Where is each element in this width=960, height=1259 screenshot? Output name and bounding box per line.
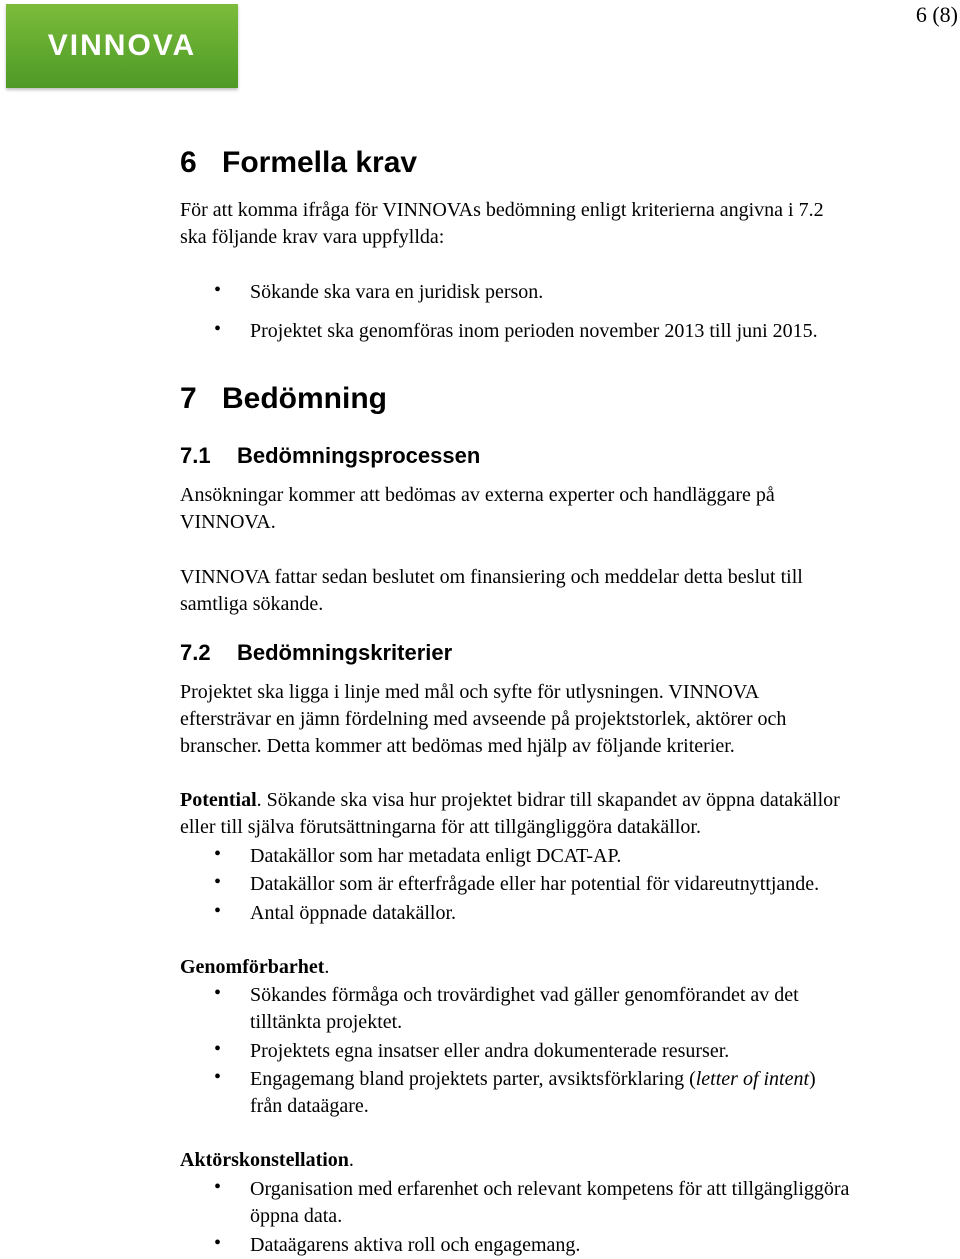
list-item-text: Engagemang bland projektets parter, avsiktsförklaring ( bbox=[250, 1068, 696, 1090]
criterion-label-dot: . bbox=[324, 956, 330, 978]
list-item-continuation: från dataägare. bbox=[250, 1095, 369, 1117]
subsection-7-1-heading bbox=[180, 443, 480, 469]
bullet-icon: • bbox=[214, 1176, 222, 1198]
subsection-7-2-heading bbox=[180, 640, 452, 666]
list-item: Antal öppnade datakällor. bbox=[250, 902, 457, 924]
bullet-icon: • bbox=[214, 1066, 222, 1088]
paragraph-line: eftersträvar en jämn fördelning med avseende på projektstorlek, aktörer och bbox=[180, 708, 787, 730]
paragraph-line: Projektet ska ligga i linje med mål och syfte för utlysningen. VINNOVA bbox=[180, 681, 760, 703]
section-title: Formella krav bbox=[222, 146, 418, 179]
list-item-continuation: öppna data. bbox=[250, 1205, 343, 1227]
list-item: Sökande ska vara en juridisk person. bbox=[250, 281, 544, 303]
bullet-icon: • bbox=[214, 900, 222, 922]
subsection-number: 7.1 bbox=[180, 443, 211, 468]
list-item-continuation: tilltänkta projektet. bbox=[250, 1011, 403, 1033]
list-item-text-end: ) bbox=[809, 1068, 816, 1090]
section-7-heading bbox=[180, 382, 387, 416]
bullet-icon: • bbox=[214, 279, 222, 301]
bullet-icon: • bbox=[214, 1232, 222, 1254]
aktorskonstellation-heading bbox=[180, 1147, 354, 1174]
criterion-label-dot: . bbox=[348, 1149, 354, 1171]
criterion-label: Potential bbox=[180, 789, 257, 811]
potential-paragraph bbox=[180, 787, 840, 814]
list-item: Projektets egna insatser eller andra dokumenterade resurser. bbox=[250, 1040, 730, 1062]
paragraph-line: branscher. Detta kommer att bedömas med hjälp av följande kriterier. bbox=[180, 735, 735, 757]
genomforbarhet-heading bbox=[180, 954, 329, 981]
paragraph-line: eller till själva förutsättningarna för att tillgängliggöra datakällor. bbox=[180, 816, 701, 838]
paragraph-line: VINNOVA fattar sedan beslutet om finansiering och meddelar detta beslut till bbox=[180, 566, 803, 588]
vinnova-logo bbox=[6, 4, 238, 88]
section-number: 6 bbox=[180, 146, 197, 179]
criterion-label-dot: . bbox=[256, 789, 262, 811]
list-item: Dataägarens aktiva roll och engagemang. bbox=[250, 1234, 581, 1256]
bullet-icon: • bbox=[214, 982, 222, 1004]
bullet-icon: • bbox=[214, 318, 222, 340]
criterion-label: Genomförbarhet bbox=[180, 956, 325, 978]
list-item-emphasis: letter of intent bbox=[695, 1068, 810, 1090]
criterion-label: Aktörskonstellation bbox=[180, 1149, 349, 1171]
list-item: Sökandes förmåga och trovärdighet vad gäller genomförandet av det bbox=[250, 984, 799, 1006]
page-number: 6 (8) bbox=[915, 2, 958, 27]
list-item: Datakällor som har metadata enligt DCAT-AP. bbox=[250, 845, 622, 867]
section-6-heading bbox=[180, 146, 417, 180]
paragraph-line: VINNOVA. bbox=[180, 511, 276, 533]
bullet-icon: • bbox=[214, 871, 222, 893]
subsection-number: 7.2 bbox=[180, 640, 211, 665]
bullet-icon: • bbox=[214, 1038, 222, 1060]
logo-text: VINNOVA bbox=[47, 29, 197, 62]
paragraph-line: För att komma ifråga för VINNOVAs bedömning enligt kriterierna angivna i 7.2 bbox=[180, 199, 824, 221]
list-item: Organisation med erfarenhet och relevant kompetens för att tillgängliggöra bbox=[250, 1178, 850, 1200]
subsection-title: Bedömningskriterier bbox=[237, 640, 453, 665]
bullet-icon: • bbox=[214, 843, 222, 865]
criterion-text: Sökande ska visa hur projektet bidrar till skapandet av öppna datakällor bbox=[261, 789, 840, 811]
list-item bbox=[250, 1066, 816, 1093]
paragraph-line: ska följande krav vara uppfyllda: bbox=[180, 226, 445, 248]
subsection-title: Bedömningsprocessen bbox=[237, 443, 481, 468]
paragraph-line: samtliga sökande. bbox=[180, 593, 324, 615]
list-item: Projektet ska genomföras inom perioden november 2013 till juni 2015. bbox=[250, 320, 818, 342]
section-number: 7 bbox=[180, 382, 197, 415]
list-item: Datakällor som är efterfrågade eller har potential för vidareutnyttjande. bbox=[250, 873, 820, 895]
paragraph-line: Ansökningar kommer att bedömas av externa experter och handläggare på bbox=[180, 484, 775, 506]
section-title: Bedömning bbox=[222, 382, 387, 415]
